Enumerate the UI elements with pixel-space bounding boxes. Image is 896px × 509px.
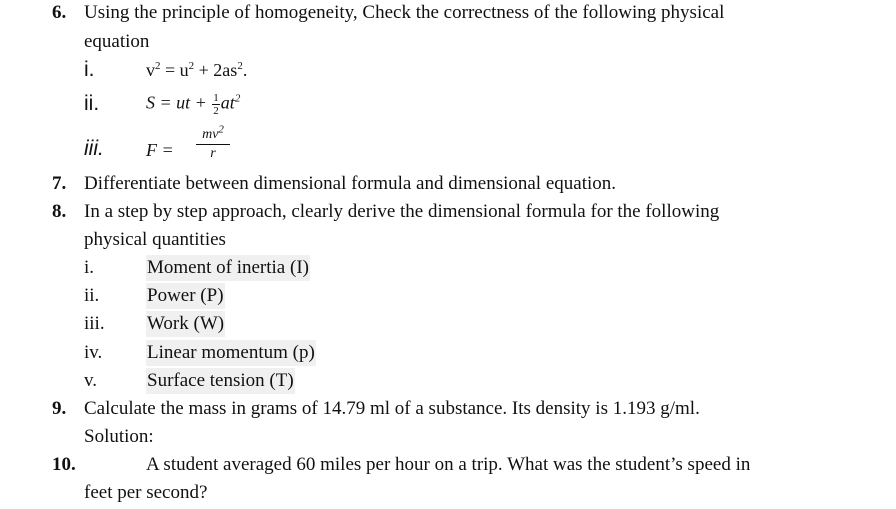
q8-item-4-label: Linear momentum (p) xyxy=(146,340,316,366)
q6-text-line1: Using the principle of homogeneity, Check the correctness of the following physical xyxy=(84,2,725,23)
eq1-s-exp: 2 xyxy=(237,60,243,72)
q10-text-line1: A student averaged 60 miles per hour on a trip. What was the student’s speed in xyxy=(146,454,751,475)
q8-item-1-roman: i. xyxy=(84,257,95,278)
q10-number: 10. xyxy=(52,454,76,475)
eq1-u: = u xyxy=(160,60,189,80)
q6-text-line2: equation xyxy=(84,31,150,52)
q8-item-5-label: Surface tension (T) xyxy=(146,368,295,394)
eq2-lhs: S = ut + xyxy=(146,92,212,113)
q6-item-3-roman: iii. xyxy=(84,137,104,160)
q6-item-3-lhs: F = xyxy=(146,140,174,160)
q8-number: 8. xyxy=(52,201,67,222)
eq2-at: at xyxy=(220,92,235,113)
q8-item-3-roman: iii. xyxy=(84,313,105,334)
q6-item-2-roman: ii. xyxy=(84,92,100,115)
q10-text-line2: feet per second? xyxy=(84,482,208,503)
q8-text-line1: In a step by step approach, clearly derive the dimensional formula for the following xyxy=(84,201,720,222)
eq1-v-exp: 2 xyxy=(155,60,161,72)
eq3-fraction-bar xyxy=(196,144,230,145)
eq1-u-exp: 2 xyxy=(188,60,195,72)
eq3-mv: mv xyxy=(202,127,219,142)
q8-item-1-label: Moment of inertia (I) xyxy=(146,255,310,281)
q6-item-3-fraction xyxy=(196,123,230,162)
q8-item-3-label: Work (W) xyxy=(146,311,225,337)
q9-text: Calculate the mass in grams of 14.79 ml of a substance. Its density is 1.193 g/ml. xyxy=(84,398,700,419)
eq1-2as: + 2as xyxy=(194,60,238,80)
q6-number: 6. xyxy=(52,2,67,23)
q7-text: Differentiate between dimensional formula and dimensional equation. xyxy=(84,173,617,194)
q9-solution-label: Solution: xyxy=(84,426,154,447)
eq2-t-exp: 2 xyxy=(234,92,241,105)
eq1-v: v xyxy=(146,60,155,80)
eq1-period: . xyxy=(242,60,248,80)
eq2-half-den: 2 xyxy=(213,105,219,117)
q7-number: 7. xyxy=(52,173,67,194)
q6-item-2-equation xyxy=(146,92,240,117)
q8-text-line2: physical quantities xyxy=(84,229,226,250)
eq3-v-exp: 2 xyxy=(218,123,224,136)
q8-item-5-roman: v. xyxy=(84,370,98,391)
eq2-half-fraction xyxy=(212,92,220,117)
q9-number: 9. xyxy=(52,398,67,419)
eq3-denominator: r xyxy=(210,146,216,161)
q8-item-2-label: Power (P) xyxy=(146,283,225,309)
eq3-numerator xyxy=(196,123,230,143)
eq2-half-num: 1 xyxy=(213,92,219,104)
q6-item-1-equation xyxy=(146,60,247,81)
q8-item-2-roman: ii. xyxy=(84,285,100,306)
q6-item-1-roman: i. xyxy=(84,58,95,81)
q8-item-4-roman: iv. xyxy=(84,342,103,363)
